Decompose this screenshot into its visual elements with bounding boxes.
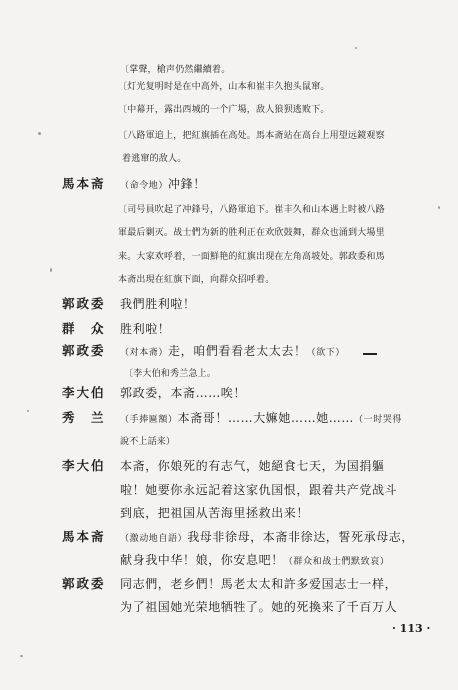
stage-aside: （手捧匾額） bbox=[120, 415, 178, 425]
scan-speck bbox=[50, 268, 52, 272]
stage-aside: （群众和战士們默致哀） bbox=[283, 557, 390, 567]
dialogue-text: 走，咱們看看老太太去！ bbox=[168, 344, 307, 358]
dialogue-line bbox=[120, 344, 345, 360]
scan-speck bbox=[355, 47, 357, 49]
speaker-name: 群 众 bbox=[62, 321, 106, 336]
stage-aside: （一时哭得 bbox=[354, 415, 403, 425]
dialogue-line bbox=[120, 553, 389, 569]
speaker-name: 李大伯 bbox=[62, 385, 106, 400]
dialogue-line bbox=[120, 411, 402, 427]
dialogue-line: 到底，把祖国从苦海里拯救出来！ bbox=[120, 506, 310, 520]
stage-direction: 〔灯光复明时是在中高外，山本和崔丰久抱头鼠窜。 bbox=[118, 82, 330, 92]
dialogue-line bbox=[120, 530, 414, 546]
dialogue-line: 郭政委，本斋……唉！ bbox=[120, 386, 247, 400]
stage-aside: （激动地自語） bbox=[120, 534, 188, 544]
dialogue-text: 我母非徐母，本斋非徐达，誓死承母志， bbox=[187, 530, 415, 544]
stage-direction: 着逃窜的敌人。 bbox=[122, 154, 187, 164]
speaker-name: 秀 兰 bbox=[62, 410, 106, 425]
stage-direction: 来。大家欢呼着，一面鮮艳的紅旗出现在左角高坡处。郭政委和馬 bbox=[118, 252, 385, 262]
dialogue-line: 啦！她要你永远記着这家仇国恨，跟着共产党战斗 bbox=[120, 483, 398, 497]
speaker-name: 郭政委 bbox=[62, 296, 106, 311]
stage-direction: 說不上話来） bbox=[120, 437, 176, 447]
stage-direction: 〔八路軍追上，把紅旗插在高处。馬本斋站在高台上用望远鏡观察 bbox=[118, 131, 385, 141]
stage-aside: （命令地） bbox=[120, 181, 169, 191]
stage-direction: 本斋出現在紅旗下面，向群众招呼着。 bbox=[118, 275, 275, 285]
stage-aside: （对本斋） bbox=[120, 348, 169, 358]
stage-direction: 軍最后剿灭。战士們为新的胜利正在欢欣鼓舞，群众也涌到大場里 bbox=[118, 228, 385, 238]
dialogue-line: 为了祖国她光荣地牺牲了。她的死換来了千百万人 bbox=[120, 600, 398, 614]
scan-speck bbox=[38, 132, 41, 135]
stage-direction: 〔中幕开，露出西城的一个广場，敌人狼狈逃败下。 bbox=[118, 105, 330, 115]
speaker-name: 李大伯 bbox=[62, 458, 106, 473]
dialogue-line: 胜利啦！ bbox=[120, 322, 171, 336]
dialogue-line: 我們胜利啦！ bbox=[120, 297, 196, 311]
dash-mark bbox=[363, 353, 377, 355]
speaker-name: 郭政委 bbox=[62, 576, 106, 591]
scan-speck bbox=[27, 410, 29, 412]
dialogue-text: 本斋哥！……大嫲她……她…… bbox=[177, 411, 355, 425]
dialogue-line bbox=[120, 177, 206, 193]
speaker-name: 馬本斋 bbox=[62, 176, 106, 191]
stage-direction: 〔李大伯和秀兰急上。 bbox=[124, 369, 217, 379]
stage-aside: （欲下） bbox=[306, 348, 346, 358]
dialogue-text: 献身我中华！娘，你安息吧！ bbox=[120, 553, 284, 567]
dialogue-text: 冲鋒！ bbox=[168, 177, 206, 191]
scan-speck bbox=[20, 655, 23, 657]
stage-direction: 〔司号員吹起了冲鋒号，八路軍追下。崔丰久和山本遇上时被八路 bbox=[118, 205, 385, 215]
page-number: · 113 · bbox=[392, 622, 431, 635]
scan-speck bbox=[438, 206, 440, 209]
dialogue-line: 本斋，你娘死的有志气，她絕食七天，为国捐軀 bbox=[120, 459, 385, 473]
stage-direction: 〔掌聲，槍声仍然繼續着。 bbox=[120, 65, 231, 75]
dialogue-line: 同志們，老乡們！馬老太太和許多爱国志士一样， bbox=[120, 577, 398, 591]
speaker-name: 馬本斋 bbox=[62, 529, 106, 544]
speaker-name: 郭政委 bbox=[62, 343, 106, 358]
